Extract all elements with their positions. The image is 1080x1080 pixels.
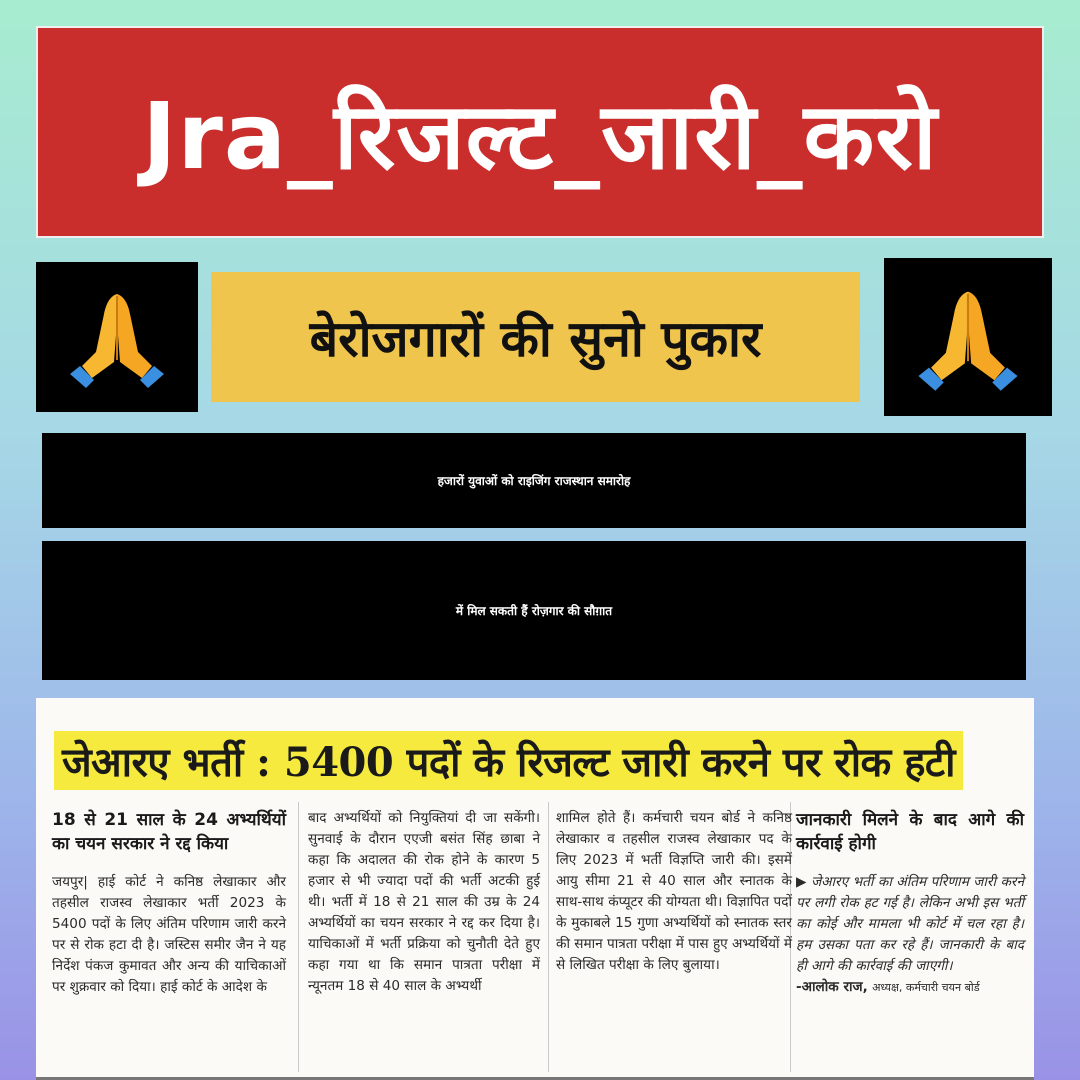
- signature-role: अध्यक्ष, कर्मचारी चयन बोर्ड: [872, 981, 980, 994]
- title-banner: [36, 26, 1044, 238]
- column-1-body: जयपुर| हाई कोर्ट ने कनिष्ठ लेखाकार और तहसील राजस्व लेखाकार भर्ती 2023 के 5400 पदों के लिए अंतिम परिणाम जारी करने पर से रोक हटा दी है। जस्टिस समीर जैन ने यह निर्देश पंकज कुमावत और अन्य की याचिकाओं पर शुक्रवार को दिया। हाई कोर्ट के आदेश के: [52, 874, 286, 995]
- signature-name: -आलोक राज,: [796, 979, 868, 995]
- column-1-subhead: 18 से 21 साल के 24 अभ्यर्थियों का चयन सरकार ने रद्द किया: [52, 810, 286, 854]
- column-4-body: ▶ जेआरए भर्ती का अंतिम परिणाम जारी करने पर लगी रोक हट गई है। लेकिन अभी इस भर्ती का कोई और मामला भी कोर्ट में चल रहा है। हम उसका पता कर रहे हैं। जानकारी के बाद ही आगे की कार्रवाई की जाएगी।: [796, 874, 1024, 974]
- folded-hands-icon: [36, 262, 198, 412]
- column-divider: [548, 802, 549, 1072]
- message-line-1: हजारों युवाओं को राइजिंग राजस्थान समारोह: [42, 433, 1026, 528]
- article-column-1: [52, 808, 286, 998]
- tagline-banner: [211, 272, 860, 402]
- tagline-text: बेरोजगारों की सुनो पुकार: [309, 310, 762, 368]
- title-text: Jra_रिजल्ट_जारी_करो: [142, 82, 938, 190]
- newspaper-clipping: [36, 698, 1034, 1080]
- article-column-3: [556, 808, 792, 976]
- column-4-signature-block: [796, 977, 1024, 998]
- clipping-headline: [54, 732, 1014, 788]
- column-2-body: बाद अभ्यर्थियों को नियुक्तियां दी जा सकेंगी। सुनवाई के दौरान एएजी बसंत सिंह छाबा ने कहा कि अदालत की रोक होने के कारण 5 हजार से भी ज्यादा पदों की भर्ती अटकी हुई थी। भर्ती में 18 से 21 साल की उम्र के 24 अभ्यर्थियों का चयन सरकार ने रद्द कर दिया है। याचिकाओं में भर्ती प्रक्रिया को चुनौती देते हुए कहा गया था कि समान पात्रता परीक्षा में न्यूनतम 18 से 40 साल के अभ्यर्थी: [308, 810, 540, 994]
- article-column-2: [308, 808, 540, 997]
- folded-hands-icon-graphic: [62, 282, 172, 392]
- clipping-headline-text: जेआरए भर्ती : 5400 पदों के रिजल्ट जारी करने पर रोक हटी: [54, 731, 963, 790]
- folded-hands-icon: [884, 258, 1052, 416]
- article-column-4: [796, 808, 1024, 998]
- column-4-subhead: जानकारी मिलने के बाद आगे की कार्रवाई होगी: [796, 810, 1024, 854]
- folded-hands-icon-graphic: [910, 279, 1026, 395]
- column-3-body: शामिल होते हैं। कर्मचारी चयन बोर्ड ने कनिष्ठ लेखाकार व तहसील राजस्व लेखाकार पद के लिए 2023 में भर्ती विज्ञप्ति जारी की। इसमें आयु सीमा 21 से 40 साल और स्नातक के साथ-साथ कंप्यूटर की योग्यता थी। विज्ञापित पदों के मुकाबले 15 गुणा अभ्यर्थियों को स्नातक स्तर की समान पात्रता परीक्षा में पास हुए अभ्यर्थियों में से लिखित परीक्षा के लिए बुलाया।: [556, 810, 792, 973]
- message-line-2: में मिल सकती हैं रोज़गार की सौग़ात: [42, 541, 1026, 680]
- column-divider: [298, 802, 299, 1072]
